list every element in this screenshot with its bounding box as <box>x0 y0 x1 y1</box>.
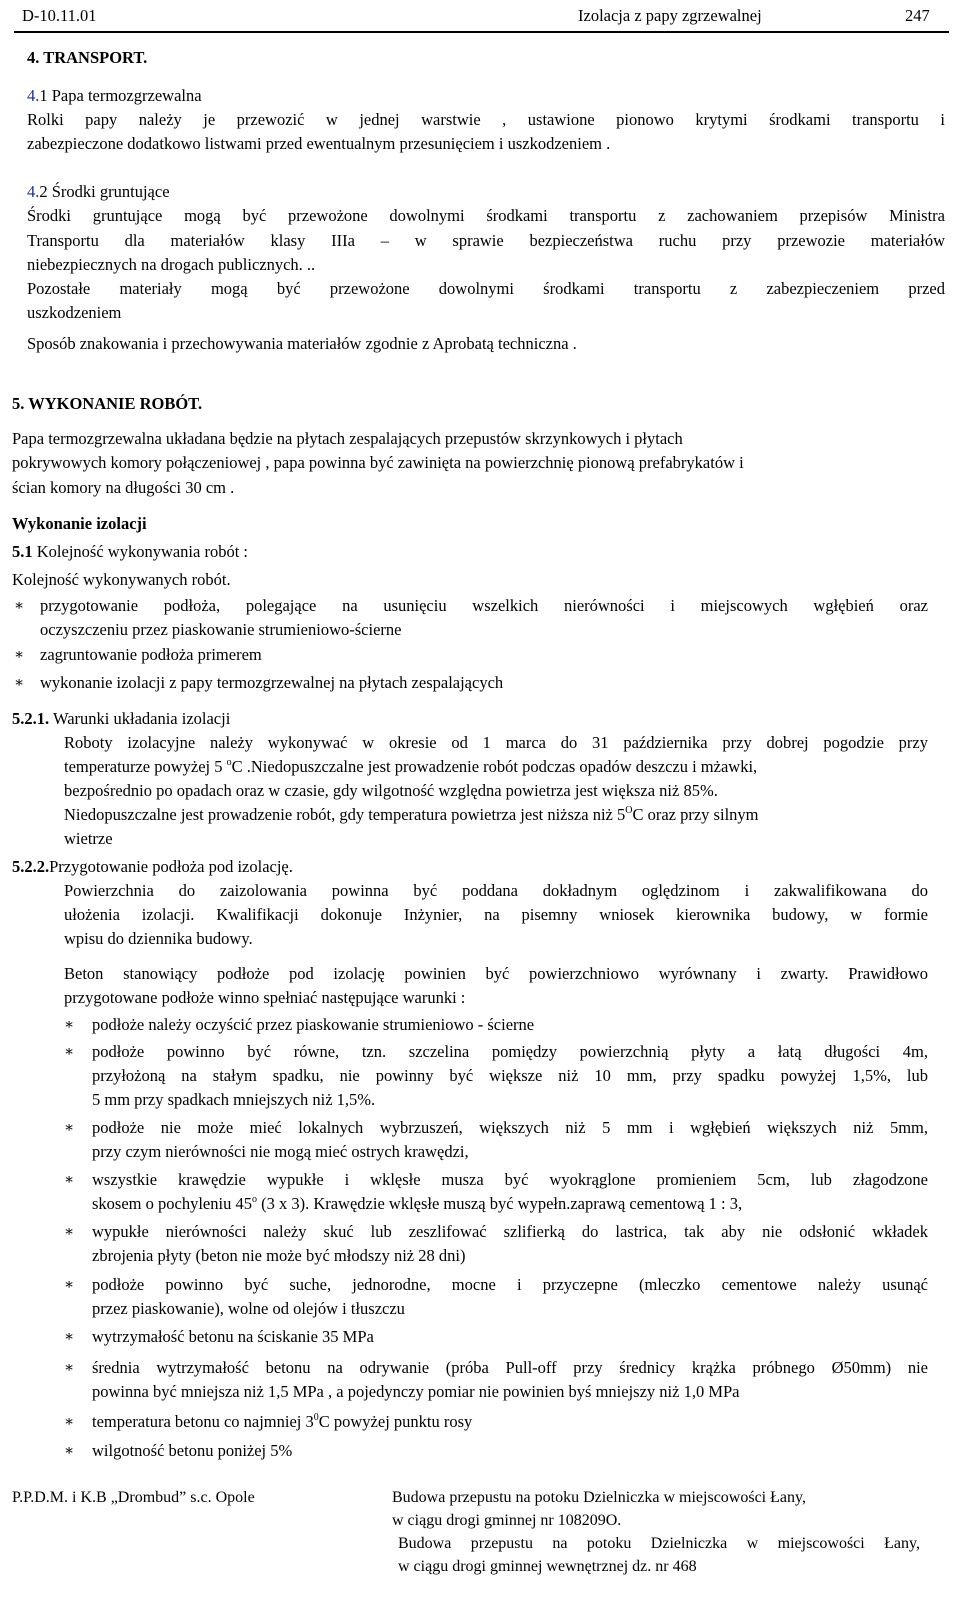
page-header <box>0 0 960 34</box>
paragraph-line: wpisu do dziennika budowy. <box>64 929 253 948</box>
list-item: podłoże powinno być równe, tzn. szczelina pomiędzy powierzchnią płyty a łatą długości 4m, <box>92 1042 928 1061</box>
list-item: przez piaskowanie), wolne od olejów i tłuszczu <box>92 1299 405 1318</box>
asterisk-bullet-icon: ∗ <box>64 1120 75 1136</box>
subsection-heading: 4.2 Środki gruntujące <box>27 182 170 201</box>
section-heading: 5. WYKONANIE ROBÓT. <box>12 394 203 413</box>
footer-project-line: Budowa przepustu na potoku Dzielniczka w miejscowości Łany, <box>392 1489 806 1506</box>
list-item: wszystkie krawędzie wypukłe i wklęsłe musza być wyokrąglone promieniem 5cm, lub złagodzone <box>92 1170 928 1189</box>
subsection-heading: 5.1 Kolejność wykonywania robót : <box>12 542 249 561</box>
header-title: Izolacja z papy zgrzewalnej <box>578 6 762 25</box>
list-item: wykonanie izolacji z papy termozgrzewalnej na płytach zespalających <box>40 673 504 692</box>
asterisk-bullet-icon: ∗ <box>64 1044 75 1060</box>
section-heading: 4. TRANSPORT. <box>27 48 148 67</box>
list-item: podłoże należy oczyścić przez piaskowanie strumieniowo - ścierne <box>92 1015 535 1034</box>
list-item: przy czym nierówności nie mogą mieć ostrych krawędzi, <box>92 1142 469 1161</box>
paragraph-line: zabezpieczone dodatkowo listwami przed ewentualnym przesunięciem i uszkodzeniem . <box>27 134 611 153</box>
list-item: przygotowanie podłoża, polegające na usunięciu wszelkich nierówności i miejscowych wgłębień oraz <box>40 596 928 615</box>
subsection-heading: 4.1 Papa termozgrzewalna <box>27 86 202 105</box>
footer-project-line: Budowa przepustu na potoku Dzielniczka w miejscowości Łany, <box>398 1535 920 1552</box>
paragraph-line: Rolki papy należy je przewozić w jednej warstwie , ustawione pionowo krytymi środkami transportu i <box>27 110 945 129</box>
header-rule <box>14 31 949 33</box>
list-item: zagruntowanie podłoża primerem <box>40 645 262 664</box>
subsection-heading: Wykonanie izolacji <box>12 514 147 533</box>
paragraph-line: Niedopuszczalne jest prowadzenie robót, gdy temperatura powietrza jest niższa niż $5^OC$ oraz przy silnym <box>64 805 759 824</box>
paragraph-line: Transportu dla materiałów klasy IIIa – w sprawie bezpieczeństwa ruchu przy przewozie materiałów <box>27 231 945 250</box>
asterisk-bullet-icon: ∗ <box>64 1277 75 1293</box>
paragraph-line: ułożenia izolacji. Kwalifikacji dokonuje Inżynier, na pisemny wniosek kierownika budowy, w formie <box>64 905 928 924</box>
asterisk-bullet-icon: ∗ <box>64 1172 75 1188</box>
list-item: skosem o pochyleniu 45$^o$ (3 x 3). Krawędzie wklęsłe muszą być wypełn.zaprawą cementową 1 : 3, <box>92 1194 743 1213</box>
asterisk-bullet-icon: ∗ <box>14 647 25 663</box>
paragraph-line: niebezpiecznych na drogach publicznych. .. <box>27 255 316 274</box>
asterisk-bullet-icon: ∗ <box>64 1224 75 1240</box>
asterisk-bullet-icon: ∗ <box>64 1360 75 1376</box>
list-item: podłoże powinno być suche, jednorodne, mocne i przyczepne (mleczko cementowe należy usunąć <box>92 1275 928 1294</box>
list-item: średnia wytrzymałość betonu na odrywanie (próba Pull-off przy średnicy krążka próbnego Ø50mm) nie <box>92 1358 928 1377</box>
list-item: przyłożoną na stałym spadku, nie powinny być większe niż 10 mm, przy spadku powyżej 1,5%, lub <box>92 1066 928 1085</box>
list-item: wytrzymałość betonu na ściskanie 35 MPa <box>92 1327 374 1346</box>
paragraph-line: ścian komory na długości 30 cm . <box>12 478 235 497</box>
footer-company: P.P.D.M. i K.B „Drombud” s.c. Opole <box>12 1489 255 1506</box>
paragraph-line: temperaturze powyżej 5 $^o$C .Niedopuszczalne jest prowadzenie robót podczas opadów deszczu i mżawki, <box>64 757 758 776</box>
paragraph-line: bezpośrednio po opadach oraz w czasie, gdy wilgotność względna powietrza jest większa niż 85%. <box>64 781 718 800</box>
list-item: oczyszczeniu przez piaskowanie strumieniowo-ścierne <box>40 620 402 639</box>
paragraph-line: Pozostałe materiały mogą być przewożone dowolnymi środkami transportu z zabezpieczeniem przed <box>27 279 945 298</box>
paragraph-line: Sposób znakowania i przechowywania materiałów zgodnie z Aprobatą techniczna . <box>27 334 577 353</box>
page-number: 247 <box>905 6 930 25</box>
doc-code: D-10.11.01 <box>22 6 97 25</box>
paragraph-line: Kolejność wykonywanych robót. <box>12 570 231 589</box>
subsection-heading: 5.2.2.Przygotowanie podłoża pod izolację. <box>12 857 293 876</box>
list-item: wypukłe nierówności należy skuć lub zeszlifować szlifierką do lastrica, tak aby nie odsłonić wkładek <box>92 1222 928 1241</box>
list-item: zbrojenia płyty (beton nie może być młodszy niż 28 dni) <box>92 1246 466 1265</box>
asterisk-bullet-icon: ∗ <box>14 675 25 691</box>
list-item: 5 mm przy spadkach mniejszych niż 1,5%. <box>92 1090 376 1109</box>
paragraph-line: uszkodzeniem <box>27 303 122 322</box>
list-item: powinna być mniejsza niż 1,5 MPa , a pojedynczy pomiar nie powinien byś mniejszy niż 1,0 MPa <box>92 1382 740 1401</box>
footer-project-line: w ciągu drogi gminnej wewnętrznej dz. nr 468 <box>398 1558 697 1575</box>
paragraph-line: Środki gruntujące mogą być przewożone dowolnymi środkami transportu z zachowaniem przepisów Ministra <box>27 206 945 225</box>
list-item: wilgotność betonu poniżej 5% <box>92 1441 293 1460</box>
asterisk-bullet-icon: ∗ <box>64 1443 75 1459</box>
paragraph-line: Roboty izolacyjne należy wykonywać w okresie od 1 marca do 31 października przy dobrej pogodzie przy <box>64 733 928 752</box>
paragraph-line: Powierzchnia do zaizolowania powinna być poddana dokładnym oględzinom i zakwalifikowana do <box>64 881 928 900</box>
asterisk-bullet-icon: ∗ <box>64 1414 75 1430</box>
footer-project-line: w ciągu drogi gminnej nr 108209O. <box>392 1512 622 1529</box>
list-item: temperatura betonu co najmniej $3^0C$ powyżej punktu rosy <box>92 1412 473 1431</box>
asterisk-bullet-icon: ∗ <box>64 1017 75 1033</box>
asterisk-bullet-icon: ∗ <box>64 1329 75 1345</box>
paragraph-line: Beton stanowiący podłoże pod izolację powinien być powierzchniowo wyrównany i zwarty. Prawidłowo <box>64 964 928 983</box>
list-item: podłoże nie może mieć lokalnych wybrzuszeń, większych niż 5 mm i wgłębień większych niż 5mm, <box>92 1118 928 1137</box>
paragraph-line: wietrze <box>64 829 113 848</box>
paragraph-line: pokrywowych komory połączeniowej , papa powinna być zawinięta na powierzchnię pionową prefabrykatów i <box>12 453 744 472</box>
asterisk-bullet-icon: ∗ <box>14 598 25 614</box>
paragraph-line: Papa termozgrzewalna układana będzie na płytach zespalających przepustów skrzynkowych i płytach <box>12 429 683 448</box>
subsection-heading: 5.2.1. Warunki układania izolacji <box>12 709 231 728</box>
paragraph-line: przygotowane podłoże winno spełniać następujące warunki : <box>64 988 466 1007</box>
